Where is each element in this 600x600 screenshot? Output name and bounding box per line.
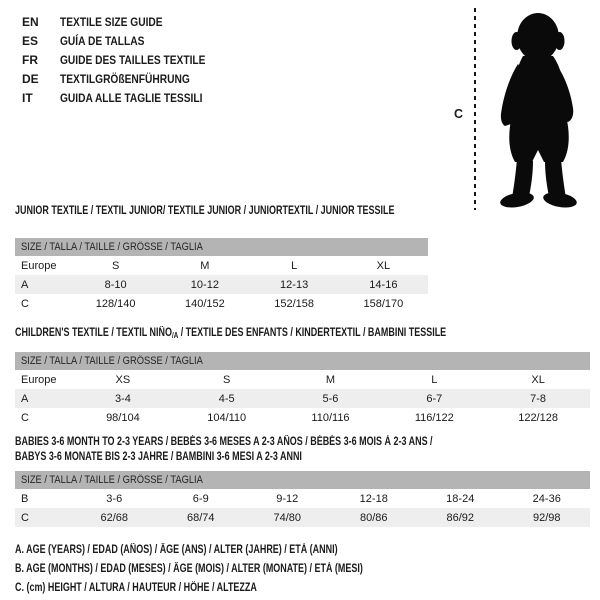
children-table-title: CHILDREN'S TEXTILE / TEXTIL $NIÑO_{/A}$ / TEXTILE DES ENFANTS / KINDERTEXTIL / BAMBINI TESSILE [15,327,447,340]
table-cell: 116/122 [414,411,454,424]
table-row [15,408,590,427]
language-code: ES [22,34,39,48]
table-cell: 128/140 [95,297,136,310]
language-code: DE [22,72,39,86]
junior-table-title: JUNIOR TEXTILE / TEXTIL JUNIOR/ TEXTILE JUNIOR / JUNIORTEXTIL / JUNIOR TESSILE [15,205,395,217]
legend-note-a: A. AGE (YEARS) / EDAD (AÑOS) / ÂGE (ANS) / ALTER (JAHRE) / ETÀ (ANNI) [15,544,338,556]
junior-size-table [15,238,428,313]
table-cell: 110/116 [311,411,350,424]
table-cell: 12-13 [250,275,339,294]
size-tables-section [15,205,590,598]
language-title-list [22,13,231,108]
legend-notes [15,541,590,598]
table-cell: 3-6 [106,492,123,505]
table-cell: 62/68 [71,508,158,527]
row-label: C [15,508,71,527]
table-row [15,294,428,313]
babies-title-line2: BABYS 3-6 MONATE BIS 2-3 JAHRE / BAMBINI 3-6 MESI A 2-3 ANNI [15,451,302,463]
size-band-header: SIZE / TALLA / TAILLE / GRÖSSE / TAGLIA [15,471,590,489]
row-label: Europe [21,373,57,386]
language-title: TEXTILGRÖßENFÜHRUNG [60,72,190,86]
table-cell: L [431,373,438,386]
language-row [22,70,231,89]
table-cell: 3-4 [71,389,175,408]
table-row [15,275,428,294]
table-cell: 4-5 [175,389,279,408]
table-row [15,256,428,275]
table-cell: 104/110 [207,411,247,424]
table-cell: 80/86 [331,508,418,527]
table-cell: 68/74 [158,508,245,527]
table-cell: S [223,373,231,386]
language-title: TEXTILE SIZE GUIDE [60,15,163,29]
table-cell: 6-9 [192,492,209,505]
row-label: Europe [21,259,57,272]
language-row [22,51,231,70]
row-label: C [21,297,29,310]
row-label: C [21,411,29,424]
babies-table-title [15,435,590,465]
language-title: GUIDE DES TAILLES TEXTILE [60,53,206,67]
table-cell: 14-16 [339,275,428,294]
table-cell: 10-12 [160,275,249,294]
table-cell: 9-12 [276,492,299,505]
table-cell: M [325,373,336,386]
table-cell: XL [531,373,545,386]
table-row [15,489,590,508]
table-cell: 74/80 [244,508,331,527]
height-dotted-line [474,8,476,210]
table-cell: 5-6 [279,389,383,408]
table-cell: 158/170 [363,297,404,310]
table-cell: XS [115,373,131,386]
language-row [22,13,231,32]
table-cell: 152/158 [274,297,314,310]
table-cell: 18-24 [446,492,475,505]
language-row [22,32,231,51]
children-size-table [15,352,590,427]
table-cell: 122/128 [518,411,558,424]
height-label: C [454,107,464,121]
language-title: GUÍA DE TALLAS [60,34,145,48]
table-cell: 92/98 [504,508,591,527]
babies-size-table [15,471,590,527]
language-code: IT [22,91,33,105]
row-label: A [15,275,71,294]
table-cell: 12-18 [359,492,388,505]
row-label: A [15,389,71,408]
legend-note-b: B. AGE (MONTHS) / EDAD (MESES) / ÂGE (MOIS) / ALTER (MONATE) / ETÀ (MESI) [15,563,363,575]
table-cell: 98/104 [106,411,140,424]
title-subscript: /A [171,331,179,340]
size-band-header: SIZE / TALLA / TAILLE / GRÖSSE / TAGLIA [15,238,428,256]
size-band-header: SIZE / TALLA / TAILLE / GRÖSSE / TAGLIA [15,352,590,370]
table-cell: M [200,259,210,272]
legend-note-c: C. (cm) HEIGHT / ALTURA / HAUTEUR / HÖHE / ALTEZZA [15,582,257,594]
table-cell: 140/152 [184,297,225,310]
language-title: GUIDA ALLE TAGLIE TESSILI [60,91,203,105]
language-code: FR [22,53,38,67]
table-row [15,389,590,408]
table-cell: 24-36 [532,492,561,505]
table-cell: 7-8 [486,389,590,408]
language-row [22,89,231,108]
table-row [15,508,590,527]
table-cell: 6-7 [382,389,486,408]
height-figure [452,8,598,212]
table-cell: S [111,259,120,272]
table-cell: L [291,259,298,272]
table-cell: 8-10 [71,275,160,294]
row-label: B [21,492,29,505]
babies-title-line1: BABIES 3-6 MONTH TO 2-3 YEARS / BEBÉS 3-6 MESES A 2-3 AÑOS / BÉBÉS 3-6 MOIS À 2-3 ANS / [15,436,433,448]
table-cell: XL [376,259,391,272]
table-row [15,370,590,389]
toddler-silhouette-icon [486,10,592,210]
language-code: EN [22,15,39,29]
table-cell: 86/92 [417,508,504,527]
